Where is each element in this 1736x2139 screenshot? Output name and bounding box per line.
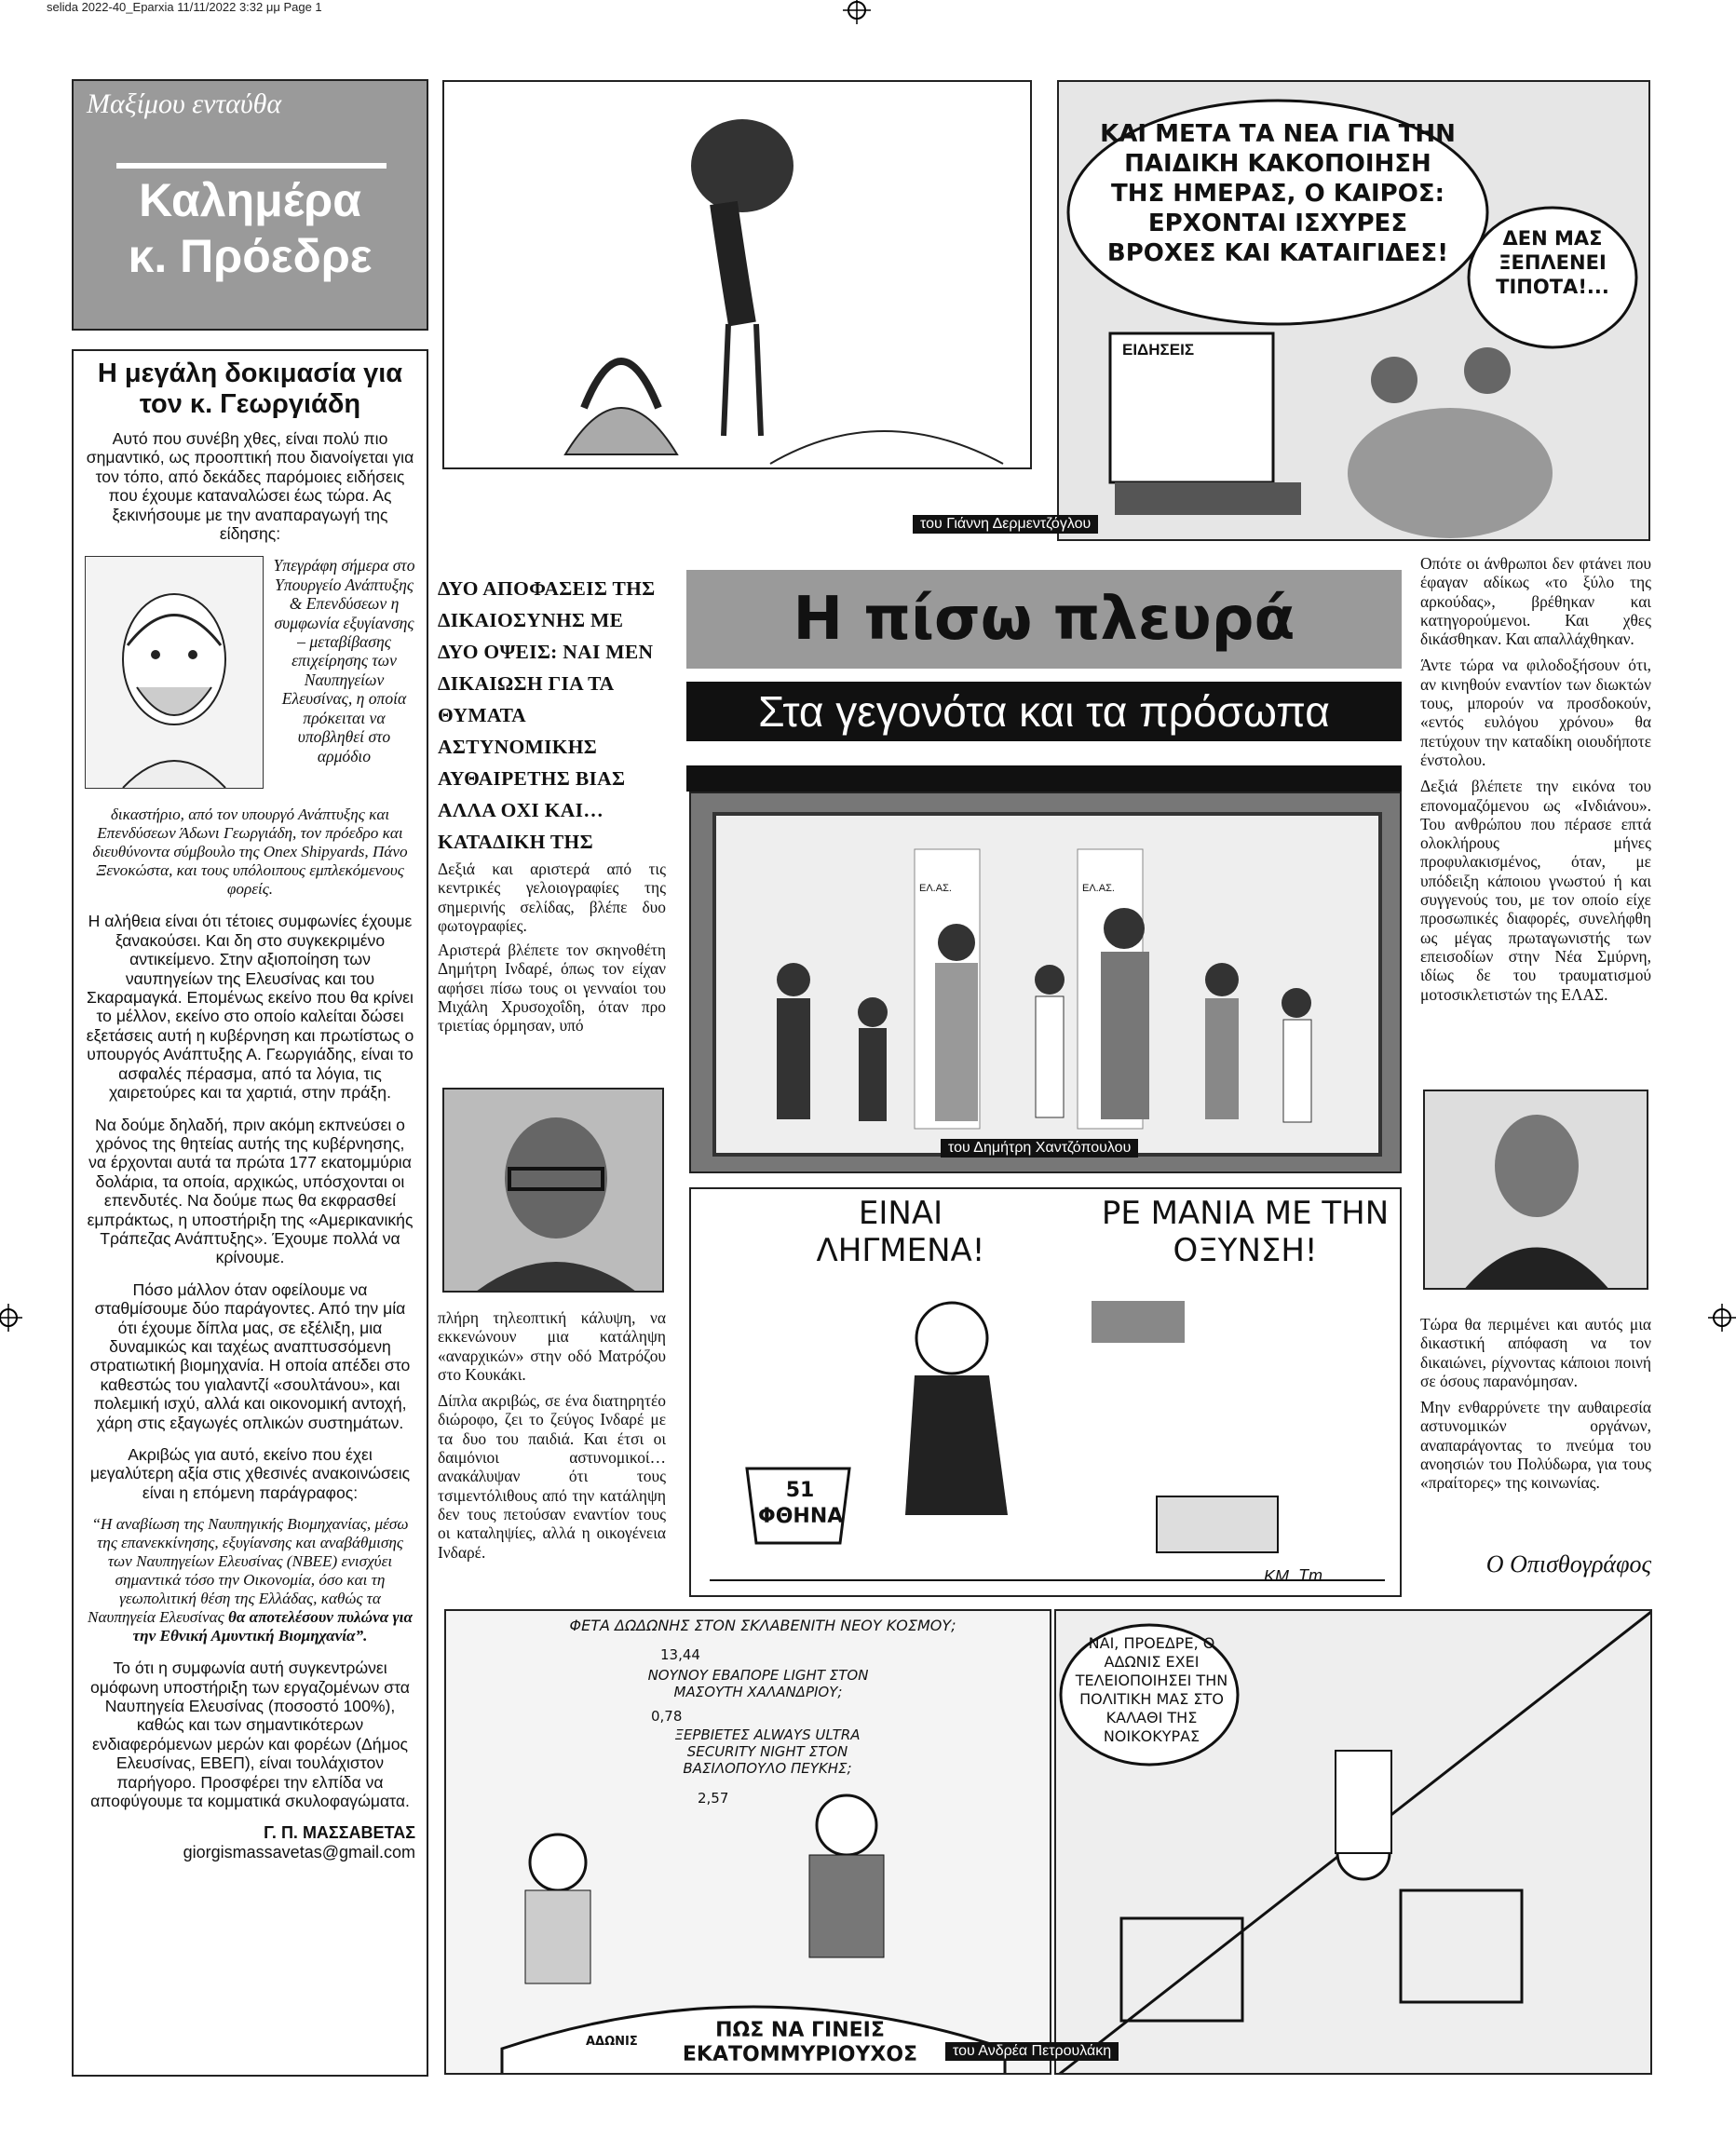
article-paragraph-3: Να δούμε δηλαδή, πριν ακόμη εκπνεύσει ο χρόνος της θητείας αυτής της κυβέρνησης, να έρχονται αυτά τα πρώτα 177 εκατομμύρια δολάρια, τα οποία, αρχικώς, υπόσχονται οι επενδυτές. Να δούμε πως θα εκφρασθεί εμπράκτως, η υποστήριξη της «Αμερικανικής Τράπεζας Ανάπτυξης». Έχουμε πολλά να κρίνουμε.: [87, 1115, 414, 1267]
print-slug: selida 2022-40_Eparxia 11/11/2022 3:32 μμ Page 1: [47, 0, 322, 14]
photo-indianos: [1423, 1090, 1648, 1290]
badge-left: ΕΛ.ΑΣ.: [919, 883, 952, 894]
show-host-label: ΑΔΩΝΙΣ: [586, 2035, 638, 2049]
show-price-1: 13,44: [660, 1646, 700, 1663]
cartoon-cart: [1054, 1609, 1652, 2075]
tv-bubble-2: ΔΕΝ ΜΑΣ ΞΕΠΛΕΝΕΙ ΤΙΠΟΤΑ!...: [1496, 227, 1609, 298]
credit-petroulakis: του Ανδρέα Πετρουλάκη: [945, 2042, 1119, 2061]
middle-paragraph-4: Δίπλα ακριβώς, σε ένα διατηρητέο διώροφο, ζει το ζεύγος Ινδαρέ με τα δυο του παιδιά. Και έτσι οι δαιμόνιοι αστυνομικοί… ανακάλυψαν ότι τους τσιμεντόλιθους από την κατάληψη δεν τους πετούσαν εναντίον τους οι καταληψίες, αλλά η οικογένεια Ινδαρέ.: [438, 1391, 666, 1562]
middle-paragraph-1: Δεξιά και αριστερά από τις κεντρικές γελοιογραφίες της σημερινής σελίδας, βλέπε δυο φωτογραφίες.: [438, 860, 666, 935]
cartoon-tv-show: [444, 1609, 1051, 2075]
right-paragraph-1: Οπότε οι άνθρωποι δεν φτάνει που έφαγαν αδίκως «το ξύλο της αρκούδας», βρέθηκαν και κατηγορούμενοι. Και χθες δικάσθηκαν. Και απαλλάχθηκαν.: [1420, 554, 1651, 649]
article-paragraph-2: Η αλήθεια είναι ότι τέτοιες συμφωνίες έχουμε ξανακούσει. Και δη στο συγκεκριμένο αντικείμενο. Στην αξιοποίηση των ναυπηγείων της Ελευσίνας και του Σκαραμαγκά. Επομένως εκείνο που θα κρίνει το μέλλον, εκείνο στο οποίο καλείται δώσει εξετάσεις αυτή η κυβέρνηση και πρωτίστως ο υπουργός Ανάπτυξης Α. Γεωργιάδης, είναι το ασφαλές πέρασμα, από τα λόγια, τις χαιρετούρες και τα χαρτιά, στην πράξη.: [86, 912, 414, 1103]
cartoon-market: [689, 1187, 1402, 1597]
middle-column: [438, 573, 666, 1041]
author-email: giorgismassavetas@gmail.com: [183, 1842, 415, 1861]
column-header-box: [72, 79, 428, 331]
title-line-1: Καλημέρα: [139, 174, 361, 226]
article-paragraph-4: Πόσο μάλλον όταν οφείλουμε να σταθμίσουμε δύο παράγοντες. Από την μία ότι έχουμε δίπλα μας, σε εξέλιξη, μια δυναμικώς και ταχέως αναπτυσσόμενη στρατιωτική βιομηχανία. Η οποία απέδει στο καθεστώς του γιαλαντζί «σουλτάνου», και πολεμική ισχύ, αλλά και οικονομική αντοχή, χάρη στις εξαγωγές οπλικών συστημάτων.: [89, 1279, 411, 1432]
caption-side: Υπεγράφη σήμερα στο Υπουργείο Ανάπτυξης & Επενδύσεων η συμφωνία εξυγίανσης – μεταβίβασης επιχείρησης των Ναυπηγείων Ελευσίνας, η οποία πρόκειται να υποβληθεί στο αρμόδιο: [273, 556, 415, 765]
column-subtitle: Μαξίμου ενταύθα: [87, 88, 282, 119]
middle-paragraph-3: πλήρη τηλεοπτική κάλυψη, να εκκενώνουν μια κατάληψη «αναρχικών» στην οδό Ματρόζου στο Κουκάκι.: [438, 1308, 666, 1384]
caption-block: [85, 556, 415, 792]
column-signature: Ο Οπισθογράφος: [1485, 1550, 1651, 1577]
photo-indare: [442, 1088, 664, 1293]
section-black-bar: [686, 765, 1402, 792]
quote-bold: θα αποτελέσουν πυλώνα για την Εθνική Αμυντική Βιομηχανία”.: [132, 1608, 413, 1645]
article-paragraph-5: Ακριβώς για αυτό, εκείνο που έχει μεγαλύτερη αξία στις χθεσινές ανακοινώσεις είναι η επόμενη παράγραφος:: [89, 1445, 411, 1502]
section-title: Η πίσω πλευρά: [686, 570, 1402, 669]
credit-chantzopoulos: του Δημήτρη Χαντζόπουλου: [941, 1139, 1138, 1157]
market-bag-label: 51 ΦΘΗΝΑ: [758, 1479, 844, 1528]
article-paragraph-6: Το ότι η συμφωνία αυτή συγκεντρώνει ομόφωνη υποστήριξη των εργαζομένων στα Ναυπηγεία Ελευσίνας (ποσοστό 100%), καθώς και των σημαντικότερων ενδιαφερόμενων μερών και φορέων (Δήμος Ελευσίνας, ΕΒΕΠ), είναι τουλάχιστον παρήγορο. Προσφέρει την ελπίδα να αποφύγουμε τα κομματικά σκυλοφαγώματα.: [90, 1658, 410, 1811]
quote-text: “Η αναβίωση της Ναυπηγικής Βιομηχανίας, μέσω της επανεκκίνησης, εξυγίανσης και αναβάθμισης των Ναυπηγείων Ελευσίνας (ΝΒΕΕ) ενισχύει σημαντικά τόσο την Οικονομία, όσο και τη γεωπολιτική θέση της Ελλάδας, καθώς τα Ναυπηγεία Ελευσίνας: [88, 1515, 409, 1627]
header-divider: [116, 163, 387, 169]
column-title: [74, 172, 427, 284]
cartoon-tv-news: [1057, 80, 1650, 541]
show-price-2: 0,78: [651, 1708, 683, 1725]
show-line-2: ΝΟΥΝΟΥ ΕΒΑΠΟΡΕ LIGHT ΣΤΟΝ ΜΑΣΟΥΤΗ ΧΑΛΑΝΔΡΙΟΥ;: [647, 1667, 869, 1700]
market-signature: ΚΜ. Tm: [1264, 1566, 1322, 1585]
portrait-sketch: [85, 556, 264, 789]
cart-bubble: ΝΑΙ, ΠΡΟΕΔΡΕ, Ο ΑΔΩΝΙΣ ΕΧΕΙ ΤΕΛΕΙΟΠΟΙΗΣΕΙ ΤΗΝ ΠΟΛΙΤΙΚΗ ΜΑΣ ΣΤΟ ΚΑΛΑΘΙ ΤΗΣ ΝΟΙΚΟΚΥΡΑΣ: [1075, 1634, 1228, 1745]
show-price-3: 2,57: [698, 1790, 729, 1807]
show-line-3: ΞΕΡΒΙΕΤΕΣ ALWAYS ULTRA SECURITY NIGHT ΣΤΟΝ ΒΑΣΙΛΟΠΟΥΛΟ ΠΕΥΚΗΣ;: [674, 1726, 861, 1777]
right-paragraph-5: Μην ενθαρρύνετε την αυθαιρεσία αστυνομικών οργάνων, αναπαράγοντας το πνεύμα του ανοησιών του Πολύδωρα, για τους «πραίτορες» της κοινωνίας.: [1420, 1398, 1651, 1493]
article-georgiadis: [72, 349, 428, 2077]
middle-column-continued: [438, 1308, 666, 1569]
registration-mark-icon: [843, 0, 871, 24]
registration-mark-left-icon: [0, 1304, 22, 1332]
tv-bubble-1: ΚΑΙ ΜΕΤΑ ΤΑ ΝΕΑ ΓΙΑ ΤΗΝ ΠΑΙΔΙΚΗ ΚΑΚΟΠΟΙΗΣΗ ΤΗΣ ΗΜΕΡΑΣ, Ο ΚΑΙΡΟΣ: ΕΡΧΟΝΤΑΙ ΙΣΧΥΡΕΣ ΒΡΟΧΕΣ ΚΑΙ ΚΑΤΑΙΓΙΔΕΣ!: [1100, 120, 1456, 267]
registration-mark-right-icon: [1708, 1304, 1736, 1332]
credit-dermentzoglou: του Γιάννη Δερμεντζόγλου: [913, 515, 1098, 534]
cartoon-police-lineup: [689, 792, 1402, 1173]
right-column-continued: [1420, 1315, 1651, 1500]
right-paragraph-4: Τώρα θα περιμένει και αυτός μια δικαστική απόφαση να τον δικαιώνει, ρίχνοντας κάποιοι ποινή σε όσους παρανόμησαν.: [1420, 1315, 1651, 1390]
middle-paragraph-2: Αριστερά βλέπετε τον σκηνοθέτη Δημήτρη Ινδαρέ, όπως τον είχαν αφήσει πίσω τους οι γενναίοι του Μιχάλη Χρυσοχοΐδη, όταν προ τριετίας όρμησαν, υπό: [438, 941, 666, 1036]
title-line-2: κ. Πρόεδρε: [128, 230, 373, 282]
market-bubble-1: ΕΙΝΑΙ ΛΗΓΜΕΝΑ!: [816, 1195, 985, 1269]
middle-kicker: ΔΥΟ ΑΠΟΦΑΣΕΙΣ ΤΗΣ ΔΙΚΑΙΟΣΥΝΗΣ ΜΕ ΔΥΟ ΟΨΕΙΣ: ΝΑΙ ΜΕΝ ΔΙΚΑΙΩΣΗ ΓΙΑ ΤΑ ΘΥΜΑΤΑ ΑΣΤΥΝΟΜΙΚΗΣ ΑΥΘΑΙΡΕΤΗΣ ΒΙΑΣ ΑΛΛΑ ΟΧΙ ΚΑΙ… ΚΑΤΑΔΙΚΗ ΤΗΣ: [438, 577, 656, 853]
author-signature: Γ. Π. ΜΑΣΣΑΒΕΤΑΣ: [264, 1823, 415, 1843]
show-line-1: ΦΕΤΑ ΔΩΔΩΝΗΣ ΣΤΟΝ ΣΚΛΑΒΕΝΙΤΗ ΝΕΟΥ ΚΟΣΜΟΥ;: [569, 1617, 956, 1634]
tv-label: ΕΙΔΗΣΕΙΣ: [1122, 341, 1195, 359]
right-column: [1420, 554, 1651, 1011]
caption-rest: δικαστήριο, από τον υπουργό Ανάπτυξης και Επενδύσεων Άδωνι Γεωργιάδη, τον πρόεδρο και διευθύνοντα σύμβουλο της Onex Shipyards, Πάνο Ξενοκώστα, και τους υπόλοιπους εμπλεκόμενους φορείς.: [92, 806, 408, 899]
right-paragraph-3: Δεξιά βλέπετε την εικόνα του επονομαζόμενου ως «Ινδιάνου». Του ανθρώπου που πέρασε επτά ολοκλήρους μήνες προφυλακισμένος, όταν, με υπόδειξη κάποιου γνωστού ή και συγγενούς του, με τον οποίο είχε προσωπικές διαφορές, συνελήφθη ως μέγας πρωταγωνιστής των επεισοδίων στην Νέα Σμύρνη, ιδίως δε του τραυματισμού μοτοσικλετιστών της ΕΛΑΣ.: [1420, 777, 1651, 1004]
right-paragraph-2: Άντε τώρα να φιλοδοξήσουν ότι, αν κινηθούν εναντίον των διωκτών τους, μπορούν να προσδοκούν, «εντός ευλόγου χρόνου» θα πετύχουν την καταδίκη οιουδήποτε ένστολου.: [1420, 656, 1651, 769]
market-bubble-2: ΡΕ ΜΑΝΙΑ ΜΕ ΤΗΝ ΟΞΥΝΣΗ!: [1101, 1195, 1390, 1269]
section-subtitle: Στα γεγονότα και τα πρόσωπα: [686, 682, 1402, 741]
cartoon-ostrich: [442, 80, 1032, 469]
article-paragraph-1: Αυτό που συνέβη χθες, είναι πολύ πιο σημαντικό, ως προοπτική που διανοίγεται για τον τόπο, από δεκάδες παρόμοιες ειδήσεις που έχουμε καταναλώσει έως τώρα. Ας ξεκινήσουμε με την αναπαραγωγή της είδησης:: [86, 429, 414, 544]
article-headline: Η μεγάλη δοκιμασία για τον κ. Γεωργιάδη: [97, 359, 403, 419]
show-banner: ΠΩΣ ΝΑ ΓΙΝΕΙΣ ΕΚΑΤΟΜΜΥΡΙΟΥΧΟΣ: [682, 2019, 918, 2066]
badge-right: ΕΛ.ΑΣ.: [1082, 883, 1115, 894]
article-quote: [85, 1515, 415, 1645]
